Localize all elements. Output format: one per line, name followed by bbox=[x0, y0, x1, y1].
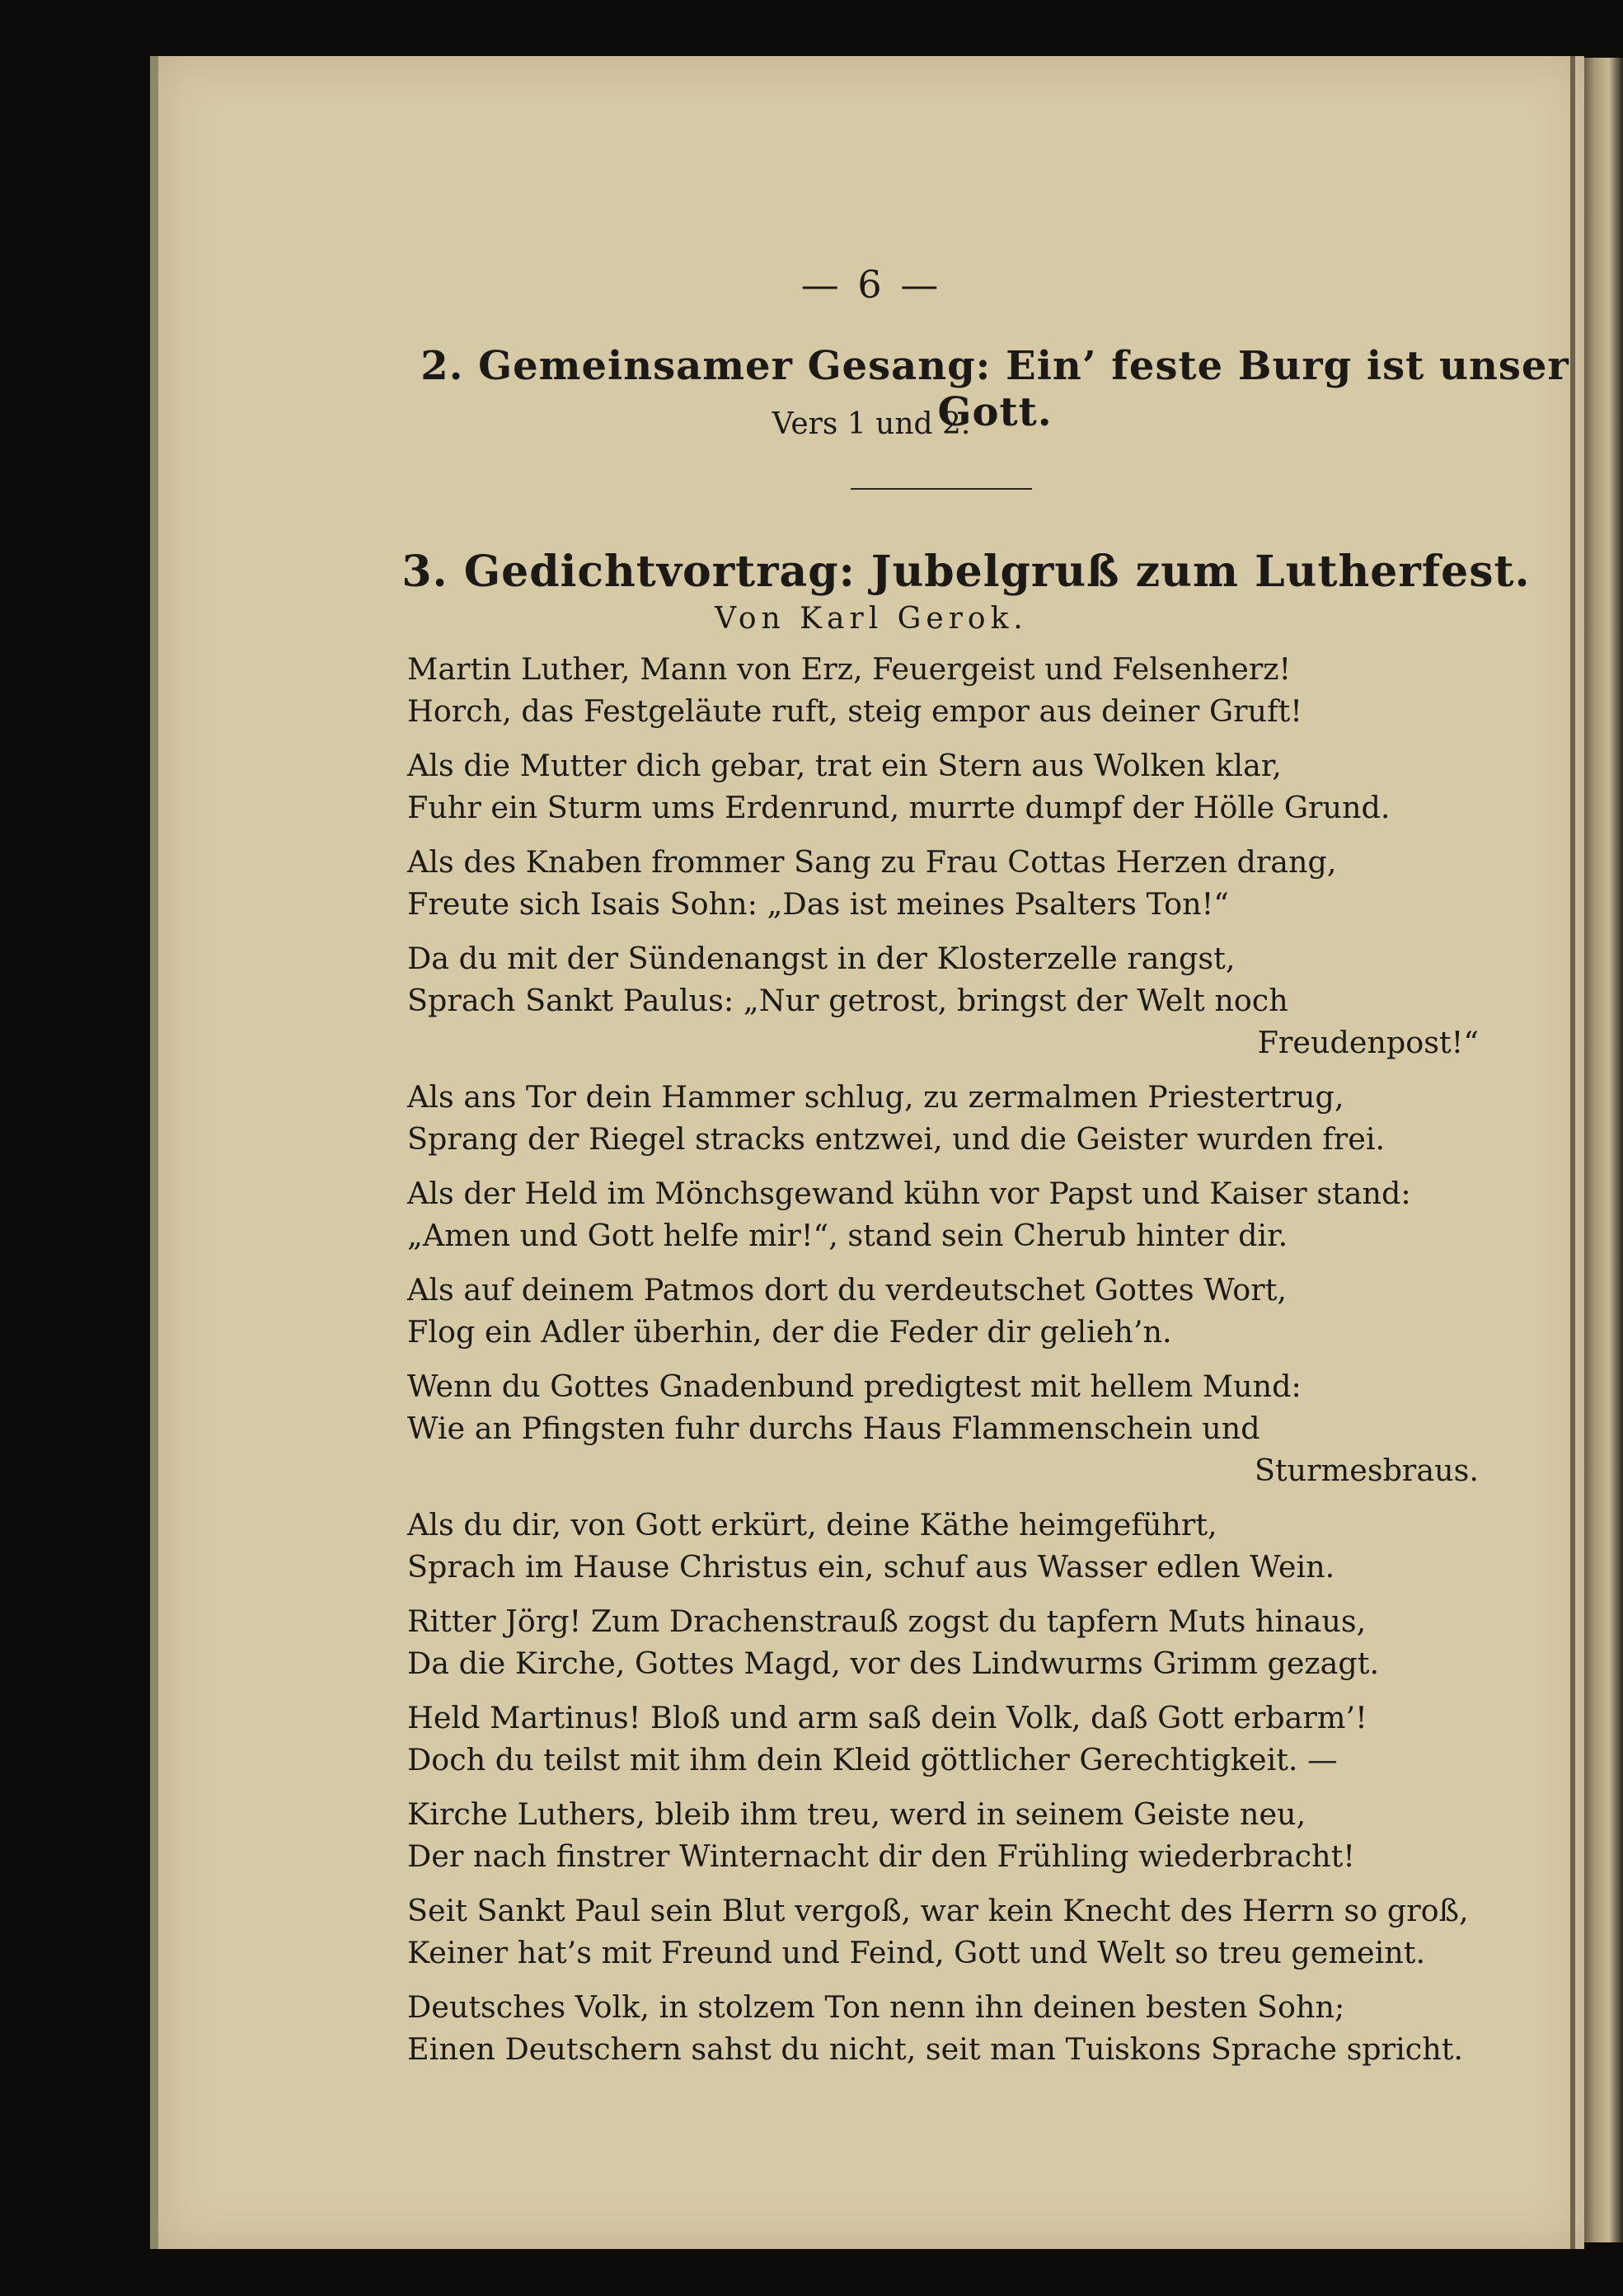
poem-line: Sprang der Riegel stracks entzwei, und die Geister wurden frei. bbox=[407, 1121, 1386, 1157]
poem-line: Freute sich Isais Sohn: „Das ist meines Psalters Ton!“ bbox=[407, 886, 1229, 922]
poem-stanza bbox=[407, 1269, 1479, 1353]
poem-line: Als auf deinem Patmos dort du verdeutschet Gottes Wort, bbox=[407, 1272, 1288, 1308]
poem-stanza bbox=[407, 841, 1479, 925]
song-subtitle: Vers 1 und 2. bbox=[772, 407, 971, 441]
poem-stanza bbox=[407, 744, 1479, 829]
poem-heading: 3. Gedichtvortrag: Jubelgruß zum Lutherfest. bbox=[401, 547, 1531, 597]
poem-line: Wie an Pfingsten fuhr durchs Haus Flammenschein und bbox=[407, 1411, 1260, 1446]
poem-stanza bbox=[407, 1172, 1479, 1256]
poem-line: Als der Held im Mönchsgewand kühn vor Papst und Kaiser stand: bbox=[407, 1176, 1411, 1211]
poem-line: Der nach finstrer Winternacht dir den Frühling wiederbracht! bbox=[407, 1838, 1355, 1874]
section-divider bbox=[851, 488, 1032, 490]
poem-stanza bbox=[407, 1365, 1479, 1491]
poem-line: Sprach im Hause Christus ein, schuf aus Wasser edlen Wein. bbox=[407, 1549, 1335, 1585]
poem-stanza bbox=[407, 1076, 1479, 1160]
poem-line: Als des Knaben frommer Sang zu Frau Cottas Herzen drang, bbox=[407, 844, 1337, 880]
poem-line: Horch, das Festgeläute ruft, steig empor aus deiner Gruft! bbox=[407, 693, 1302, 729]
poem-line: Ritter Jörg! Zum Drachenstrauß zogst du tapfern Muts hinaus, bbox=[407, 1603, 1367, 1639]
poem-line: Fuhr ein Sturm ums Erdenrund, murrte dumpf der Hölle Grund. bbox=[407, 790, 1391, 825]
poem-line: Seit Sankt Paul sein Blut vergoß, war kein Knecht des Herrn so groß, bbox=[407, 1893, 1469, 1928]
poem-line-continuation: Sturmesbraus. bbox=[1255, 1453, 1479, 1488]
page-spine-shadow bbox=[1570, 56, 1575, 2249]
poem-line: Sprach Sankt Paulus: „Nur getrost, bringst der Welt noch bbox=[407, 983, 1288, 1018]
poem-stanza bbox=[407, 1697, 1479, 1781]
poem-line: Kirche Luthers, bleib ihm treu, werd in seinem Geiste neu, bbox=[407, 1796, 1306, 1832]
page-number: — 6 — bbox=[800, 262, 942, 307]
poem-line: Da die Kirche, Gottes Magd, vor des Lindwurms Grimm gezagt. bbox=[407, 1646, 1380, 1681]
poem-stanza bbox=[407, 1600, 1479, 1684]
poem-stanza bbox=[407, 1890, 1479, 1974]
song-heading: 2. Gemeinsamer Gesang: Ein’ feste Burg ist unser Gott. bbox=[420, 343, 1569, 435]
poem-body bbox=[407, 648, 1479, 2082]
poem-line: Martin Luther, Mann von Erz, Feuergeist und Felsenherz! bbox=[407, 651, 1292, 687]
poem-line: Da du mit der Sündenangst in der Klosterzelle rangst, bbox=[407, 941, 1236, 976]
poem-stanza bbox=[407, 648, 1479, 732]
poem-stanza bbox=[407, 1504, 1479, 1588]
poem-line: Flog ein Adler überhin, der die Feder dir gelieh’n. bbox=[407, 1314, 1172, 1350]
poem-line: Deutsches Volk, in stolzem Ton nenn ihn deinen besten Sohn; bbox=[407, 1989, 1345, 2025]
poem-stanza bbox=[407, 1986, 1479, 2070]
book-page bbox=[150, 56, 1584, 2249]
poem-line-continuation: Freudenpost!“ bbox=[1257, 1025, 1479, 1060]
poem-line: Als die Mutter dich gebar, trat ein Stern aus Wolken klar, bbox=[407, 748, 1282, 783]
poem-line: Einen Deutschern sahst du nicht, seit man Tuiskons Sprache spricht. bbox=[407, 2031, 1464, 2067]
poem-line: Als ans Tor dein Hammer schlug, zu zermalmen Priestertrug, bbox=[407, 1079, 1344, 1115]
poem-author: Von Karl Gerok. bbox=[715, 602, 1028, 636]
poem-line: Held Martinus! Bloß und arm saß dein Volk, daß Gott erbarm’! bbox=[407, 1700, 1367, 1735]
poem-stanza bbox=[407, 1793, 1479, 1877]
poem-line: „Amen und Gott helfe mir!“, stand sein Cherub hinter dir. bbox=[407, 1218, 1288, 1253]
poem-line: Wenn du Gottes Gnadenbund predigtest mit hellem Mund: bbox=[407, 1369, 1302, 1404]
poem-line: Als du dir, von Gott erkürt, deine Käthe heimgeführt, bbox=[407, 1507, 1217, 1542]
poem-line: Doch du teilst mit ihm dein Kleid göttlicher Gerechtigkeit. — bbox=[407, 1742, 1338, 1777]
poem-line: Keiner hat’s mit Freund und Feind, Gott und Welt so treu gemeint. bbox=[407, 1935, 1426, 1970]
poem-stanza bbox=[407, 937, 1479, 1063]
